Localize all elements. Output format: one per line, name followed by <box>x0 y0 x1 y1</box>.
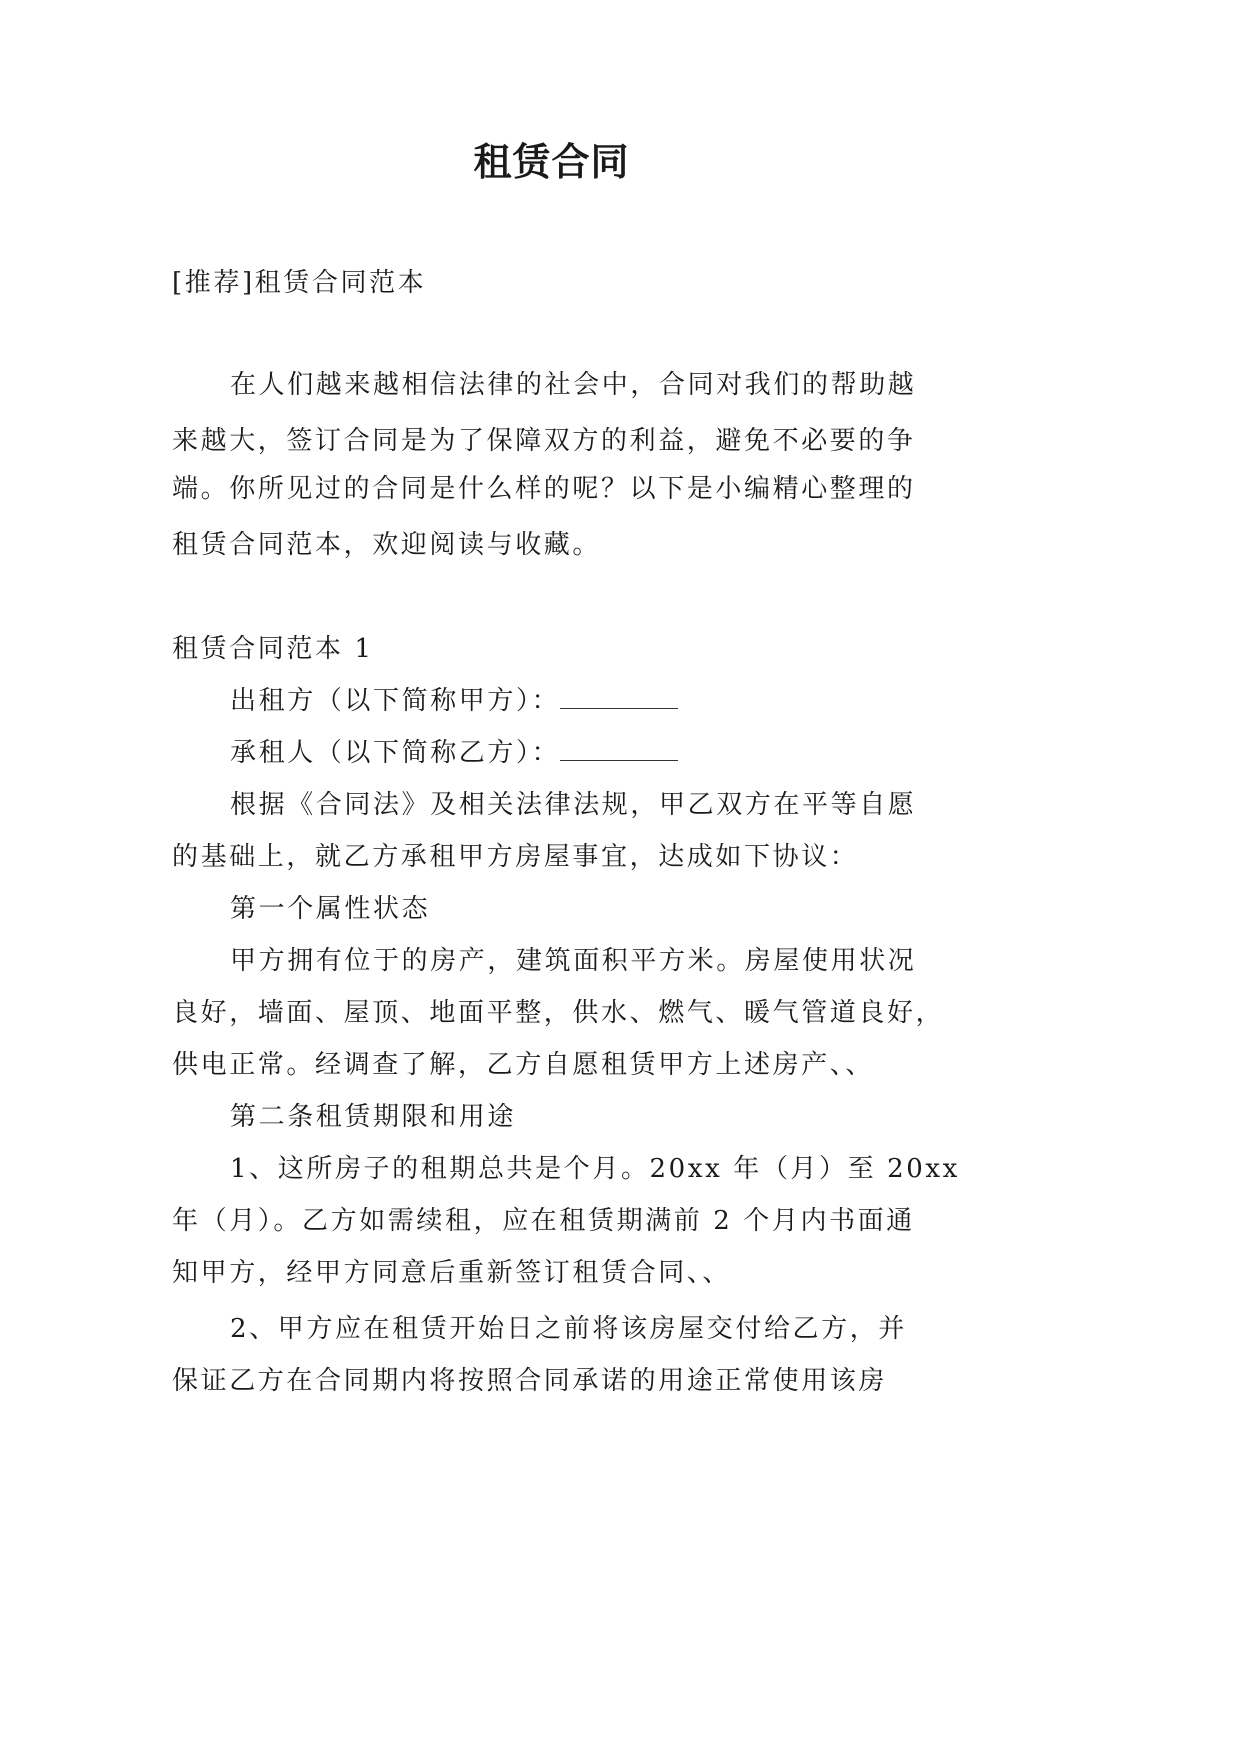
lessor-blank <box>560 686 678 709</box>
lessor-label: 出租方（以下简称甲方）： <box>230 686 561 716</box>
lessee-blank <box>560 738 678 761</box>
document-subtitle: [推荐]租赁合同范本 <box>172 268 427 298</box>
article2-title: 第二条租赁期限和用途 <box>230 1102 517 1132</box>
section-heading: 租赁合同范本 1 <box>172 634 374 664</box>
article2-item1-line-1: 1、这所房子的租期总共是个月。20xx 年（月）至 20xx <box>230 1154 960 1184</box>
lessee-line <box>230 736 952 770</box>
article1-line-3: 供电正常。经调查了解，乙方自愿租赁甲方上述房产、、 <box>172 1050 875 1080</box>
basis-line-1: 根据《合同法》及相关法律法规，甲乙双方在平等自愿 <box>230 790 917 820</box>
intro-line-4: 租赁合同范本，欢迎阅读与收藏。 <box>172 530 602 560</box>
intro-line-2: 来越大，签订合同是为了保障双方的利益，避免不必要的争 <box>172 426 916 456</box>
lessor-line <box>230 684 952 718</box>
article2-item2-line-2: 保证乙方在合同期内将按照合同承诺的用途正常使用该房 <box>172 1366 888 1396</box>
intro-line-1: 在人们越来越相信法律的社会中，合同对我们的帮助越 <box>230 370 917 400</box>
article1-line-1: 甲方拥有位于的房产，建筑面积平方米。房屋使用状况 <box>230 946 917 976</box>
article2-item1-line-2: 年（月）。乙方如需续租，应在租赁期满前 2 个月内书面通 <box>172 1206 915 1236</box>
article2-item1-line-3: 知甲方，经甲方同意后重新签订租赁合同、、 <box>172 1258 732 1288</box>
intro-line-3: 端。你所见过的合同是什么样的呢？以下是小编精心整理的 <box>172 474 916 504</box>
article1-line-2: 良好，墙面、屋顶、地面平整，供水、燃气、暖气管道良好， <box>172 998 945 1028</box>
article2-item2-line-1: 2、甲方应在租赁开始日之前将该房屋交付给乙方，并 <box>230 1314 907 1344</box>
basis-line-2: 的基础上，就乙方承租甲方房屋事宜，达成如下协议： <box>172 842 859 872</box>
article1-title: 第一个属性状态 <box>230 894 431 924</box>
document-title: 租赁合同 <box>473 139 630 184</box>
lessee-label: 承租人（以下简称乙方）： <box>230 738 561 768</box>
